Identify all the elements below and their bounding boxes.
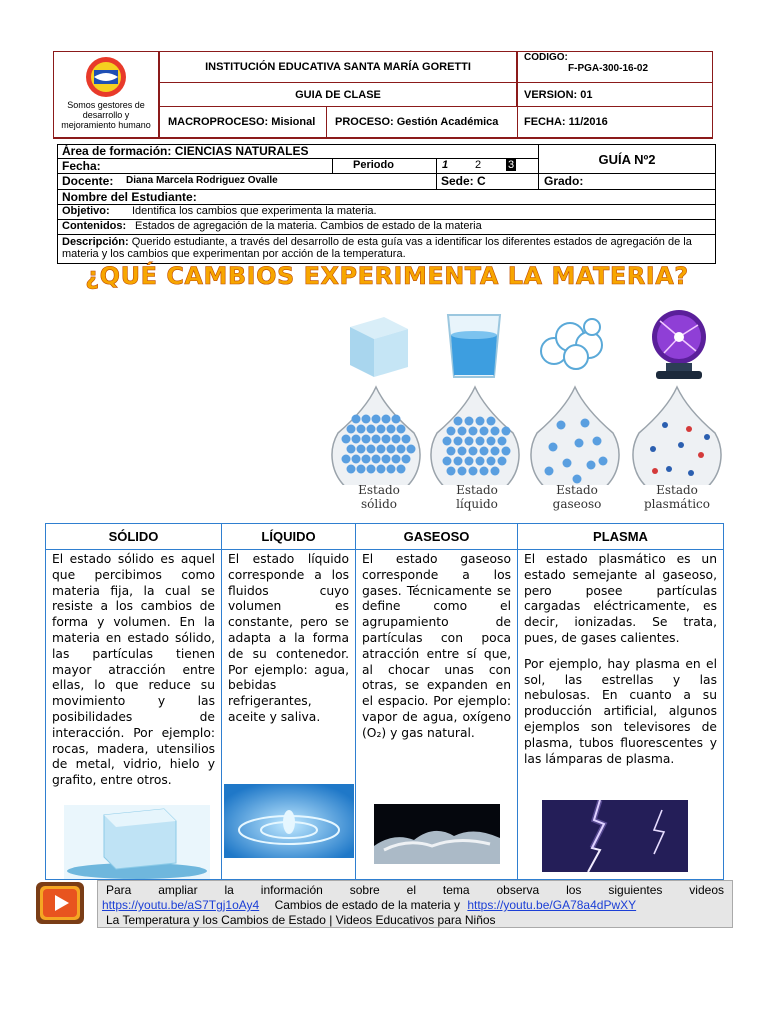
water-glass-icon — [442, 311, 506, 381]
particle — [487, 417, 496, 426]
particle — [698, 452, 704, 458]
particle — [491, 447, 500, 456]
particle — [447, 467, 456, 476]
particle — [557, 421, 566, 430]
period-1[interactable]: 1 — [442, 159, 449, 171]
droplet-solid — [332, 387, 420, 485]
particle — [458, 447, 467, 456]
particle — [498, 437, 507, 446]
col-plasma-text: El estado plasmático es un estado semejante al gaseoso, pero posee partículas cargadas eléctricamente, es decir, ionizadas. Se trata, pues, de gases calientes. — [524, 552, 717, 645]
label-gas: Estado gaseoso — [552, 483, 602, 511]
particle — [545, 467, 554, 476]
particle — [372, 415, 381, 424]
col-solid-text: El estado sólido es aquel que percibimos como materia fija, la cual se resiste a los cambios de forma y volumen. En la materia en estado sólido, las partículas tienen mayor atracción entre ellas, lo que reduce su movimiento y las posibilidades de interacción. Por ejemplo: rocas, madera, utensilios de metal, vidrio, hielo y grafito, entre otros. — [52, 552, 215, 788]
particle — [367, 425, 376, 434]
student-name-label: Nombre del Estudiante: — [62, 190, 197, 204]
particle — [575, 439, 584, 448]
col-solid — [45, 523, 222, 880]
col-plasma-header: PLASMA — [518, 524, 723, 550]
particle — [458, 427, 467, 436]
particle — [678, 442, 684, 448]
particle — [347, 425, 356, 434]
particle — [362, 455, 371, 464]
states-table — [45, 523, 724, 880]
particle — [581, 419, 590, 428]
col-liquid — [221, 523, 356, 880]
particle — [476, 417, 485, 426]
sede-label: Sede: C — [441, 174, 486, 188]
guide-number: GUÍA Nº2 — [538, 145, 715, 174]
particle — [480, 447, 489, 456]
label-plasma: Estado plasmático — [644, 483, 710, 511]
logo-cell — [53, 51, 159, 138]
lightning-photo — [542, 800, 688, 872]
particle — [563, 459, 572, 468]
steam-photo — [374, 804, 500, 864]
particle — [458, 467, 467, 476]
particle — [392, 435, 401, 444]
droplet-plasma — [633, 387, 721, 485]
particle — [704, 434, 710, 440]
particle — [377, 465, 386, 474]
particle — [593, 437, 602, 446]
macroprocess: MACROPROCESO: Misional — [159, 106, 327, 138]
particle — [372, 455, 381, 464]
period-3[interactable]: 3 — [508, 159, 515, 171]
particle — [465, 417, 474, 426]
particle — [397, 465, 406, 474]
particle — [447, 427, 456, 436]
fecha-label: Fecha: — [62, 159, 101, 173]
col-liquid-text: El estado líquido corresponde a los fluidos cuyo volumen es constante, pero se adapta a la forma de su contenedor. Por ejemplo: agua, bebidas refrigerantes, aceite y saliva. — [228, 552, 349, 724]
col-solid-header: SÓLIDO — [46, 524, 221, 550]
particle — [367, 465, 376, 474]
code-value: F-PGA-300-16-02 — [568, 63, 649, 74]
particle — [686, 426, 692, 432]
particle — [476, 457, 485, 466]
particle — [342, 435, 351, 444]
particle — [357, 425, 366, 434]
video-link-1[interactable]: https://youtu.be/aS7Tgj1oAy4 — [102, 898, 260, 912]
col-gas-header: GASEOSO — [356, 524, 517, 550]
particle — [397, 425, 406, 434]
particle — [387, 425, 396, 434]
particle — [599, 457, 608, 466]
particle — [662, 422, 668, 428]
particle — [443, 437, 452, 446]
particle — [377, 425, 386, 434]
descripcion-label: Descripción: — [62, 236, 129, 248]
particle — [342, 455, 351, 464]
col-gas-text: El estado gaseoso corresponde a los gases. Técnicamente se define como el agrupamiento de partículas con poca atracción entre sí que, al chocar unas con otras, se expanden en el espacio. Por ejemplo: vapor de agua, oxígeno (O₂) y gas natural. — [362, 552, 511, 740]
particle — [688, 470, 694, 476]
particle — [587, 461, 596, 470]
docente-label: Docente: — [62, 174, 114, 188]
col-plasma — [517, 523, 724, 880]
student-info-table — [57, 144, 716, 264]
particle — [666, 466, 672, 472]
particle — [407, 445, 416, 454]
particle — [377, 445, 386, 454]
institution-name: INSTITUCIÓN EDUCATIVA SANTA MARÍA GORETTI — [159, 51, 517, 83]
school-logo-icon — [81, 56, 131, 98]
label-solid: Estado sólido — [358, 483, 400, 511]
states-of-matter-diagram — [330, 305, 730, 515]
droplet-liquid — [431, 387, 519, 485]
particle — [498, 457, 507, 466]
ice-photo — [64, 805, 210, 879]
logo-slogan: Somos gestores de desarrollo y mejoramiento humano — [61, 100, 151, 130]
particle — [347, 465, 356, 474]
particle — [362, 415, 371, 424]
particle — [469, 447, 478, 456]
particle — [549, 443, 558, 452]
particle — [650, 446, 656, 452]
particle — [367, 445, 376, 454]
video-link-2[interactable]: https://youtu.be/GA78a4dPwXY — [467, 898, 637, 912]
page-title: ¿QUÉ CAMBIOS EXPERIMENTA LA MATERIA? — [85, 262, 689, 290]
particle — [357, 445, 366, 454]
period-2[interactable]: 2 — [475, 159, 482, 171]
particle — [491, 427, 500, 436]
docente-name: Diana Marcela Rodriguez Ovalle — [126, 175, 278, 186]
particle — [480, 427, 489, 436]
footer-intro: Para ampliar la información sobre el tema observa los siguientes videos — [106, 883, 724, 897]
particle — [502, 447, 511, 456]
particle — [402, 455, 411, 464]
contenidos-text: Estados de agregación de la materia. Cambios de estado de la materia — [135, 220, 482, 232]
particle — [447, 447, 456, 456]
video-link-1-title: Cambios de estado de la materia y — [274, 898, 460, 912]
particle — [387, 465, 396, 474]
col-liquid-header: LÍQUIDO — [222, 524, 355, 550]
particle — [392, 455, 401, 464]
particle — [372, 435, 381, 444]
particle — [487, 457, 496, 466]
particle — [382, 415, 391, 424]
descripcion-text: Querido estudiante, a través del desarrollo de esta guía vas a identificar los diferentes estados de agregación de la materia y los cambios que experimentan por acción de la temperatura. — [62, 236, 692, 260]
version: VERSION: 01 — [517, 82, 713, 107]
header-table — [53, 51, 713, 139]
particle — [480, 467, 489, 476]
particle — [352, 435, 361, 444]
particle — [502, 427, 511, 436]
particle — [454, 417, 463, 426]
particle — [469, 427, 478, 436]
video-links-box — [97, 880, 733, 928]
particle — [352, 415, 361, 424]
area-label: Área de formación: CIENCIAS NATURALES — [62, 144, 309, 158]
particle — [397, 445, 406, 454]
particle — [454, 437, 463, 446]
particle — [491, 467, 500, 476]
droplet-gas — [531, 387, 619, 485]
particle — [387, 445, 396, 454]
guide-type: GUIA DE CLASE — [159, 82, 517, 107]
code-label: CODIGO: — [524, 52, 568, 63]
ice-cube-icon — [340, 313, 412, 381]
particle — [352, 455, 361, 464]
particle — [362, 435, 371, 444]
particle — [347, 445, 356, 454]
steam-cloud-icon — [534, 315, 610, 377]
objetivo-label: Objetivo: — [62, 205, 110, 217]
grado-label: Grado: — [544, 174, 584, 188]
date: FECHA: 11/2016 — [517, 106, 713, 138]
particle — [443, 457, 452, 466]
particle — [382, 455, 391, 464]
particle — [454, 457, 463, 466]
periodo-label: Periodo — [353, 159, 394, 171]
code-cell — [517, 51, 713, 83]
particle — [465, 457, 474, 466]
col-gas — [355, 523, 518, 880]
water-drop-photo — [224, 784, 354, 858]
particle — [357, 465, 366, 474]
contenidos-label: Contenidos: — [62, 220, 127, 232]
particle — [476, 437, 485, 446]
particle — [487, 437, 496, 446]
objetivo-text: Identifica los cambios que experimenta la materia. — [132, 205, 377, 217]
video-link-2-title: La Temperatura y los Cambios de Estado | Videos Educativos para Niños — [106, 913, 496, 927]
particle — [465, 437, 474, 446]
particle — [469, 467, 478, 476]
play-video-icon[interactable] — [34, 880, 86, 926]
particle — [382, 435, 391, 444]
plasma-globe-icon — [642, 307, 716, 381]
particle — [392, 415, 401, 424]
particle-droplets — [330, 385, 730, 485]
col-plasma-text-2: Por ejemplo, hay plasma en el sol, las estrellas y las nebulosas. En cuanto a su producción artificial, algunos ejemplos son televisores de plasma, tubos fluorescentes y las lámparas de plasma. — [524, 656, 717, 766]
label-liquid: Estado líquido — [456, 483, 498, 511]
particle — [402, 435, 411, 444]
particle — [652, 468, 658, 474]
process: PROCESO: Gestión Académica — [326, 106, 518, 138]
